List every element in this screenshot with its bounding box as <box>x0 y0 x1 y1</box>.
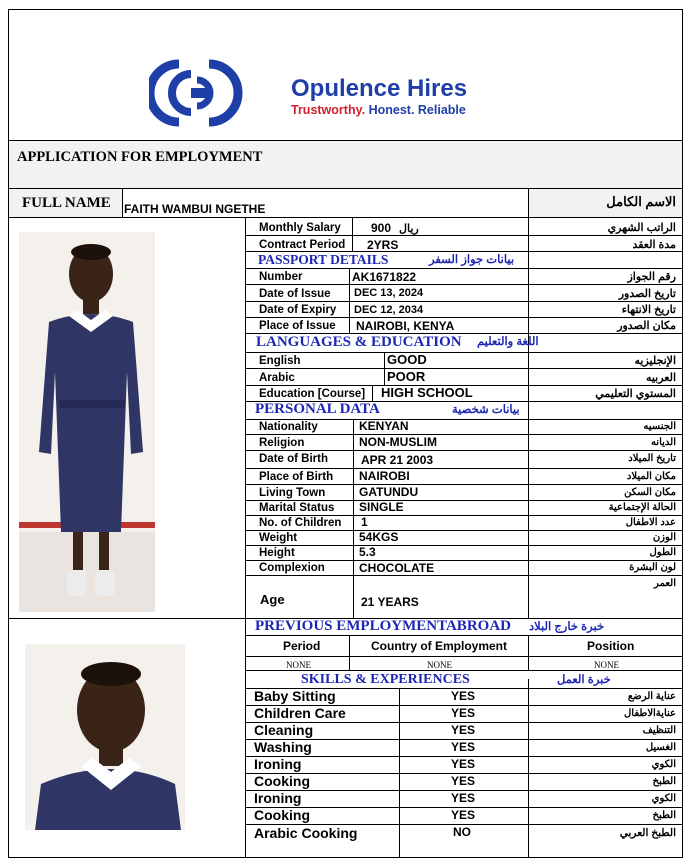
passport-number-ar: رقم الجواز <box>627 271 676 283</box>
skill-label: Cooking <box>254 773 310 789</box>
skill-value: YES <box>451 706 476 720</box>
previous-employment-title-ar: خبرة خارج البلاد <box>529 621 605 633</box>
skill-ar: الطبخ العربي <box>619 827 676 839</box>
birth-place-label: Place of Birth <box>259 471 334 483</box>
country-header: Country of Employment <box>371 639 508 653</box>
country-value: NONE <box>427 660 452 670</box>
age-value: 21 YEARS <box>361 595 419 609</box>
skill-ar: الكوي <box>651 793 676 804</box>
company-logo <box>149 58 549 128</box>
brand-tagline <box>291 103 466 117</box>
full-name-label-ar: الاسم الكامل <box>606 194 676 209</box>
contract-label-ar: مدة العقد <box>632 239 676 251</box>
skill-ar: الكوي <box>651 759 676 770</box>
arabic-value: POOR <box>387 369 426 384</box>
applicant-photo-portrait <box>25 644 185 830</box>
education-label: Education [Course] <box>259 388 366 400</box>
brand-name: Opulence Hires <box>291 75 468 102</box>
previous-employment-title: PREVIOUS EMPLOYMENTABROAD <box>255 618 511 634</box>
tagline-word-1: Trustworthy. <box>291 103 366 117</box>
logo-mark-icon <box>149 58 269 128</box>
living-town-label: Living Town <box>259 487 326 499</box>
contract-value: 2YRS <box>367 238 399 252</box>
children-label: No. of Children <box>259 517 342 529</box>
tagline-word-3: Reliable <box>417 103 466 117</box>
tagline-word-2: Honest. <box>368 103 415 117</box>
education-ar: المستوي التعليمي <box>595 388 676 400</box>
marital-status-ar: الحالة الإجتماعية <box>608 502 676 513</box>
period-header: Period <box>283 639 321 653</box>
weight-ar: الوزن <box>652 532 676 543</box>
religion-value: NON-MUSLIM <box>359 435 437 449</box>
skill-label: Arabic Cooking <box>254 825 358 841</box>
issue-date-label: Date of Issue <box>259 288 331 300</box>
expiry-date-value: DEC 12, 2034 <box>354 304 424 316</box>
salary-value: 900 <box>371 221 392 235</box>
height-ar: الطول <box>649 547 676 558</box>
arabic-label: Arabic <box>259 372 295 384</box>
salary-label: Monthly Salary <box>259 222 341 234</box>
skill-ar: التنظيف <box>642 725 676 736</box>
age-ar: العمر <box>654 578 676 589</box>
passport-section-title-ar: بيانات جواز السفر <box>429 254 515 266</box>
height-value: 5.3 <box>359 545 376 559</box>
place-of-issue-label: Place of Issue <box>259 320 336 332</box>
birth-date-label: Date of Birth <box>259 453 328 465</box>
salary-label-ar: الراتب الشهري <box>607 222 676 234</box>
living-town-ar: مكان السكن <box>624 487 676 498</box>
full-name-label: FULL NAME <box>22 195 111 211</box>
application-form <box>8 9 683 858</box>
skill-value: YES <box>451 689 476 703</box>
english-label: English <box>259 355 301 367</box>
marital-status-value: SINGLE <box>359 500 404 514</box>
religion-label: Religion <box>259 437 305 449</box>
marital-status-label: Marital Status <box>259 502 335 514</box>
place-of-issue-value: NAIROBI, KENYA <box>356 319 455 333</box>
languages-section-title-ar: اللغة والتعليم <box>477 336 539 348</box>
complexion-value: CHOCOLATE <box>359 561 435 575</box>
children-value: 1 <box>361 515 368 529</box>
passport-section-title: PASSPORT DETAILS <box>258 252 389 267</box>
person-full-figure-icon <box>19 232 155 612</box>
skill-value: YES <box>451 723 476 737</box>
skill-ar: عنايةالاطفال <box>624 708 676 719</box>
skill-label: Cooking <box>254 807 310 823</box>
period-value: NONE <box>286 660 311 670</box>
skill-label: Ironing <box>254 790 302 806</box>
nationality-label: Nationality <box>259 421 318 433</box>
person-portrait-icon <box>25 644 185 830</box>
education-value: HIGH SCHOOL <box>381 385 473 400</box>
personal-section-title: PERSONAL DATA <box>255 401 380 417</box>
complexion-label: Complexion <box>259 562 325 574</box>
height-label: Height <box>259 547 295 559</box>
skill-ar: الغسيل <box>645 742 676 753</box>
complexion-ar: لون البشرة <box>629 562 676 573</box>
position-header: Position <box>587 639 635 653</box>
skill-label: Children Care <box>254 705 346 721</box>
birth-place-value: NAIROBI <box>359 469 410 483</box>
birth-date-value: APR 21 2003 <box>361 453 434 467</box>
religion-ar: الديانه <box>650 437 676 448</box>
skill-value: YES <box>451 774 476 788</box>
languages-section-title: LANGUAGES & EDUCATION <box>256 334 462 350</box>
skill-value: YES <box>451 791 476 805</box>
contract-label: Contract Period <box>259 239 346 251</box>
personal-section-title-ar: بيانات شخصية <box>452 404 520 416</box>
nationality-ar: الجنسيه <box>643 421 676 432</box>
skill-value: YES <box>451 808 476 822</box>
issue-date-ar: تاريخ الصدور <box>618 288 676 300</box>
skill-label: Ironing <box>254 756 302 772</box>
age-label: Age <box>260 592 285 607</box>
birth-place-ar: مكان الميلاد <box>626 471 676 482</box>
passport-number-label: Number <box>259 271 303 283</box>
arabic-ar: العربيه <box>645 372 676 384</box>
living-town-value: GATUNDU <box>359 485 419 499</box>
skill-ar: عناية الرضع <box>627 691 676 702</box>
skill-value: YES <box>451 757 476 771</box>
skill-ar: الطبخ <box>652 810 676 821</box>
passport-number-value: AK1671822 <box>352 270 417 284</box>
english-value: GOOD <box>387 352 427 367</box>
expiry-date-ar: تاريخ الانتهاء <box>621 304 676 316</box>
skills-section-title-ar: خبرة العمل <box>557 674 611 686</box>
skill-value: YES <box>451 740 476 754</box>
skill-label: Baby Sitting <box>254 688 336 704</box>
english-ar: الإنجليزيه <box>634 355 676 367</box>
skill-value: NO <box>453 825 471 839</box>
nationality-value: KENYAN <box>359 419 409 433</box>
form-title: APPLICATION FOR EMPLOYMENT <box>17 149 263 165</box>
applicant-photo-full <box>19 232 155 612</box>
skills-section-title: SKILLS & EXPERIENCES <box>301 672 470 687</box>
place-of-issue-ar: مكان الصدور <box>617 320 676 332</box>
birth-date-ar: تاريخ الميلاد <box>628 453 676 464</box>
skill-label: Cleaning <box>254 722 314 738</box>
issue-date-value: DEC 13, 2024 <box>354 287 424 299</box>
full-name-value: FAITH WAMBUI NGETHE <box>124 202 266 216</box>
weight-value: 54KGS <box>359 530 399 544</box>
expiry-date-label: Date of Expiry <box>259 304 337 316</box>
children-ar: عدد الاطفال <box>625 517 676 528</box>
skill-label: Washing <box>254 739 312 755</box>
weight-label: Weight <box>259 532 298 544</box>
salary-currency: ريال <box>399 223 419 235</box>
skill-ar: الطبخ <box>652 776 676 787</box>
position-value: NONE <box>594 660 619 670</box>
